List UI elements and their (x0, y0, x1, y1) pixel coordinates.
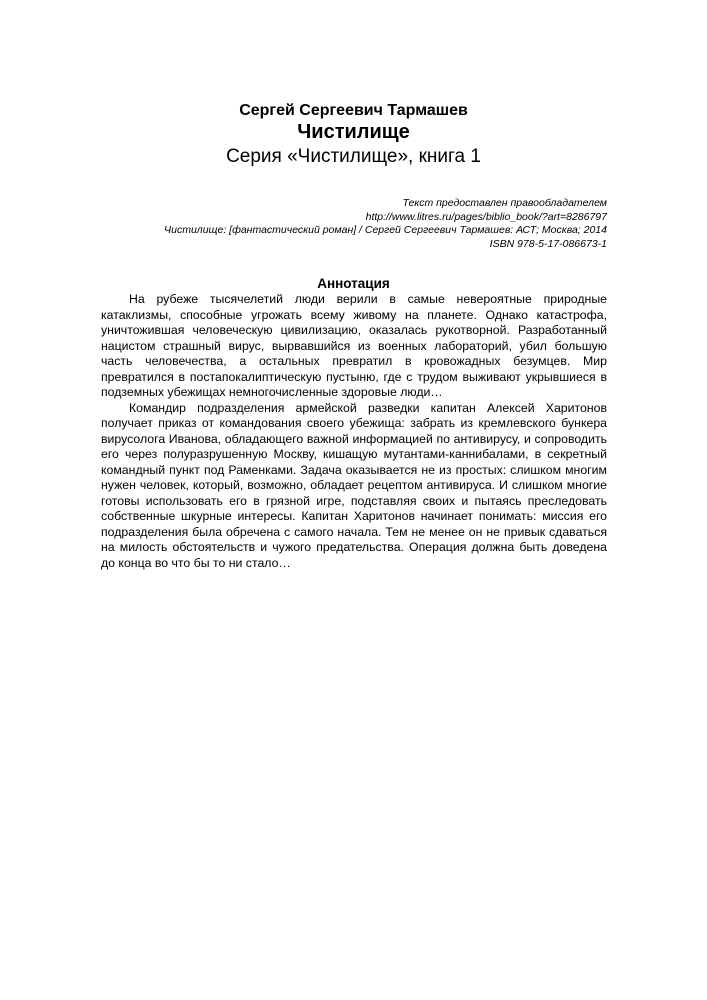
book-series: Серия «Чистилище», книга 1 (226, 146, 481, 167)
book-title: Чистилище (297, 121, 410, 143)
annotation-heading: Аннотация (317, 276, 390, 291)
book-author: Сергей Сергеевич Тармашев (239, 102, 468, 119)
meta-url: http://www.litres.ru/pages/biblio_book/?art=8286797 (365, 210, 607, 223)
annotation-paragraph: Командир подразделения армейской разведки капитан Алексей Харитонов получает приказ от командования своего убежища: забрать из кремлевского бункера вирусолога Иванова, обладающего важной информацией по антивирусу, и сопроводить его через полуразрушенную Москву, кишащую мутантами-каннибалами, в секретный командный пункт под Раменками. Задача оказывается не из простых: слишком многим нужен человек, который, возможно, обладает рецептом антивируса. И слишком многие готовы использовать его в грязной игре, подставляя своих и пытаясь преследовать собственные шкурные интересы. Капитан Харитонов начинает понимать: миссия его подразделения была обречена с самого начала. Тем не менее он не привык сдаваться на милость обстоятельств и чужого предательства. Операция должна быть доведена до конца во что бы то ни стало… (101, 400, 607, 570)
publication-meta (87, 197, 607, 251)
annotation-paragraph: На рубеже тысячелетий люди верили в самые невероятные природные катаклизмы, способные угрожать всему живому на планете. Однако катастрофа, уничтожившая человеческую цивилизацию, оказалась рукотворной. Разработанный нацистом страшный вирус, вырвавшийся из военных лабораторий, убил большую часть человечества, а остальных превратил в кровожадных безумцев. Мир превратился в постапокалиптическую пустыню, где с трудом выживают укрывшиеся в подземных убежищах немногочисленные здоровые люди… (101, 292, 607, 399)
meta-provided-by: Текст предоставлен правообладателем (402, 197, 607, 209)
meta-citation: Чистилище: [фантастический роман] / Сергей Сергеевич Тармашев: АСТ; Москва; 2014 (164, 224, 607, 237)
meta-isbn: ISBN 978-5-17-086673-1 (489, 237, 607, 250)
annotation-body (101, 292, 607, 571)
